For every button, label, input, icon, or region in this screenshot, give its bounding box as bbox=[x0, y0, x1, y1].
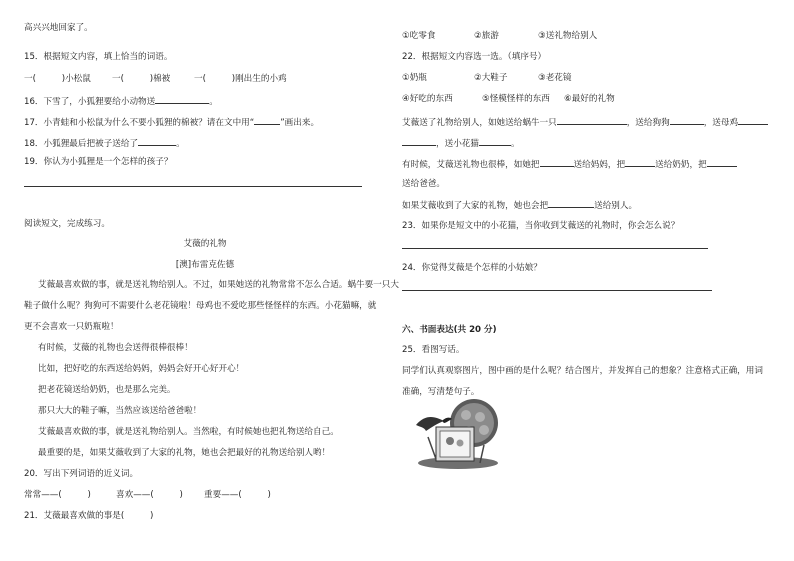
q22-sentence-3: 有时候，艾薇送礼物也很棒，如她把 送给妈妈，把 送给奶奶，把 bbox=[402, 157, 737, 171]
q22-option-3: ③老花镜 bbox=[538, 73, 572, 83]
q22-sentence-4: 送给爸爸。 bbox=[402, 179, 445, 189]
question-17: 17．小青蛙和小松鼠为什么不要小狐狸的棉被？请在文中用“ ”画出来。 bbox=[24, 115, 319, 129]
q22-sentence-1: 艾薇送了礼物给别人，如她送给蜗牛一只 ，送给狗狗 ，送母鸡 bbox=[402, 115, 768, 129]
answer-blank[interactable] bbox=[540, 157, 574, 167]
section-6-heading: 六、书面表达(共 20 分) bbox=[402, 325, 497, 335]
q22-option-5: ⑤怪模怪样的东西 bbox=[482, 94, 550, 104]
q22-option-2: ②大鞋子 bbox=[474, 73, 508, 83]
q22-option-1: ①奶瓶 bbox=[402, 73, 427, 83]
q20-option-3: 重要——( ) bbox=[204, 490, 271, 500]
question-23: 23．如果你是短文中的小花猫，当你收到艾薇送的礼物时，你会怎么说？ bbox=[402, 221, 680, 231]
question-19: 19．你认为小狐狸是一个怎样的孩子？ bbox=[24, 157, 173, 167]
question-18: 18．小狐狸最后把被子送给了 。 bbox=[24, 136, 185, 150]
passage-paragraph-7: 最重要的是，如果艾薇收到了大家的礼物，她也会把最好的礼物送给别人哟！ bbox=[38, 448, 331, 458]
answer-blank[interactable] bbox=[670, 115, 704, 125]
passage-paragraph-2: 有时候，艾薇的礼物也会送得很棒很棒！ bbox=[38, 343, 193, 353]
passage-paragraph-4: 把老花镜送给奶奶，也是那么完美。 bbox=[38, 385, 176, 395]
passage-paragraph-6: 艾薇最喜欢做的事，就是送礼物给别人。当然啦，有时候她也把礼物送给自己。 bbox=[38, 427, 339, 437]
answer-blank[interactable] bbox=[402, 136, 436, 146]
q22-option-6: ⑥最好的礼物 bbox=[564, 94, 615, 104]
q22-option-4: ④好吃的东西 bbox=[402, 94, 453, 104]
question-21: 21．艾薇最喜欢做的事是( ) bbox=[24, 511, 154, 521]
passage-author: [澳]布雷克佐德 bbox=[175, 260, 235, 270]
answer-blank[interactable] bbox=[548, 198, 594, 208]
q21-option-1: ①吃零食 bbox=[402, 31, 436, 41]
answer-blank[interactable] bbox=[254, 115, 280, 125]
passage-paragraph-1c: 更不会喜欢一只奶瓶啦！ bbox=[24, 322, 119, 332]
q21-option-2: ②旅游 bbox=[474, 31, 499, 41]
passage-paragraph-5: 那只大大的鞋子嘛，当然应该送给爸爸啦！ bbox=[38, 406, 202, 416]
answer-blank[interactable] bbox=[738, 115, 768, 125]
q15-option-2: 一( )棉被 bbox=[112, 74, 171, 84]
answer-blank[interactable] bbox=[155, 94, 209, 104]
answer-blank[interactable] bbox=[707, 157, 737, 167]
answer-blank[interactable] bbox=[557, 115, 627, 125]
question-15: 15．根据短文内容，填上恰当的词语。 bbox=[24, 52, 173, 62]
q25-instruction-b: 准确，写清楚句子。 bbox=[402, 387, 480, 397]
q22-sentence-5: 如果艾薇收到了大家的礼物，她也会把 送给别人。 bbox=[402, 198, 637, 212]
answer-line-23[interactable] bbox=[402, 248, 708, 249]
q20-option-2: 喜欢——( ) bbox=[116, 490, 183, 500]
q15-option-1: 一( )小松鼠 bbox=[24, 74, 91, 84]
answer-line-19[interactable] bbox=[24, 186, 362, 187]
answer-line-24[interactable] bbox=[402, 290, 712, 291]
q25-instruction-a: 同学们认真观察图片，图中画的是什么呢？结合图片，并发挥自己的想象？注意格式正确，用词 bbox=[402, 366, 763, 376]
answer-blank[interactable] bbox=[625, 157, 655, 167]
section-instruction: 阅读短文，完成练习。 bbox=[24, 219, 110, 229]
q15-option-3: 一( )刚出生的小鸡 bbox=[194, 74, 287, 84]
question-20: 20．写出下列词语的近义词。 bbox=[24, 469, 139, 479]
question-24: 24．你觉得艾薇是个怎样的小姑娘？ bbox=[402, 263, 542, 273]
question-16: 16．下雪了，小狐狸要给小动物送 。 bbox=[24, 94, 218, 108]
q22-sentence-2: ，送小花猫 。 bbox=[402, 136, 520, 150]
passage-paragraph-1a: 艾薇最喜欢做的事，就是送礼物给别人。不过，如果她送的礼物常常不怎么合适。蜗牛要一只大 bbox=[38, 280, 399, 290]
passage-paragraph-3: 比如，把好吃的东西送给妈妈，妈妈会好开心好开心！ bbox=[38, 364, 245, 374]
answer-blank[interactable] bbox=[138, 136, 176, 146]
passage-title: 艾薇的礼物 bbox=[183, 239, 227, 249]
passage-end-line: 高兴兴地回家了。 bbox=[24, 23, 93, 33]
q21-option-3: ③送礼物给别人 bbox=[538, 31, 598, 41]
question-22: 22．根据短文内容选一选。（填序号） bbox=[402, 52, 547, 62]
picture-writing-illustration bbox=[414, 397, 502, 471]
answer-blank[interactable] bbox=[479, 136, 511, 146]
passage-paragraph-1b: 鞋子做什么呢？狗狗可不需要什么老花镜啦！母鸡也不爱吃那些怪怪样的东西。小花猫嘛，就 bbox=[24, 301, 377, 311]
question-25: 25．看图写话。 bbox=[402, 345, 465, 355]
q20-option-1: 常常——( ) bbox=[24, 490, 91, 500]
